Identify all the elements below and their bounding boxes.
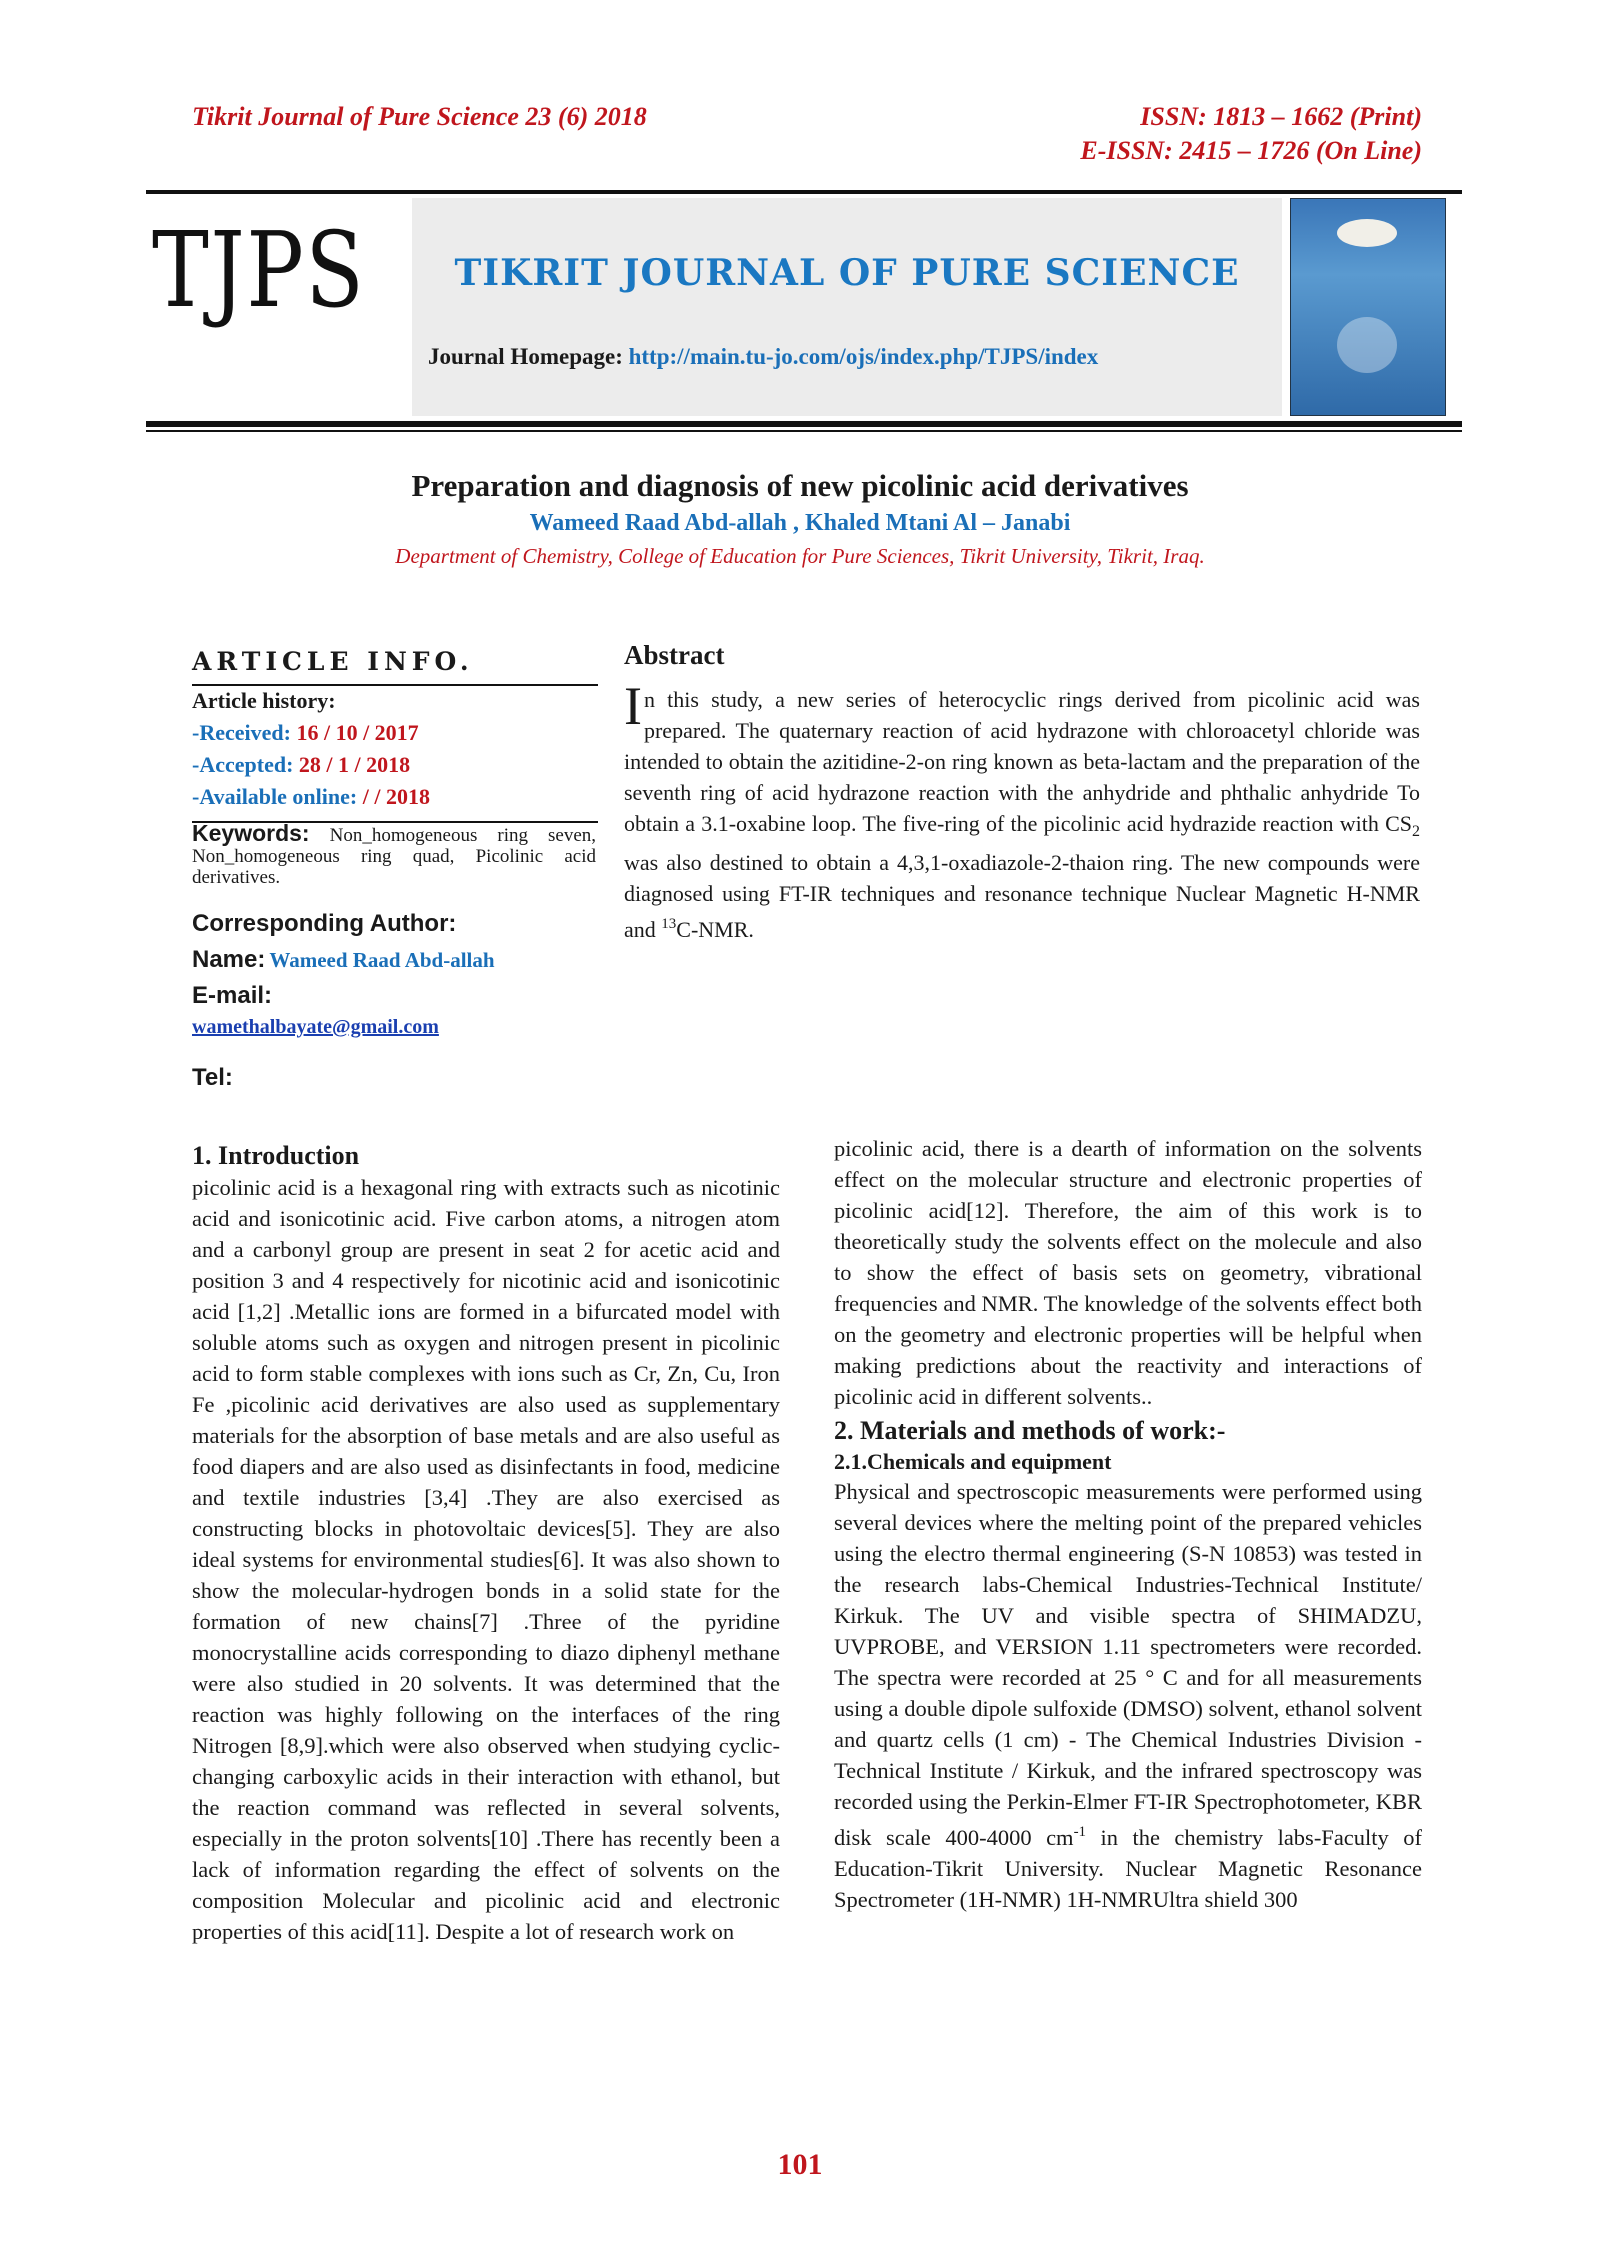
abstract-text [624, 676, 1420, 945]
intro-text-left: picolinic acid is a hexagonal ring with extracts such as nicotinic acid and isonicotinic acid. Five carbon atoms, a nitrogen atom and a carbonyl group are present in seat 2 for acetic acid and position 3 and 4 respectively for nicotinic acid and isonicotinic acid [1,2] .Metallic ions are formed in a bifurcated model with soluble atoms such as oxygen and nitrogen present in picolinic acid to form stable complexes with ions such as Cr, Zn, Cu, Iron Fe ,picolinic acid derivatives are also used as supplementary materials for the absorption of base metals and are also useful as food diapers and are also used as disinfectants in food, medicine and textile industries [3,4] .They are also exercised as constructing blocks in photovoltaic devices[5]. They are also ideal systems for environmental studies[6]. It was also shown to show the molecular-hydrogen bonds in a solid state for the formation of new chains[7] .Three of the pyridine monocrystalline acids corresponding to diazo diphenyl methane were also studied in 20 solvents. It was determined that the reaction was highly following on the interfaces of the ring Nitrogen [8,9].which were also observed when studying cyclic-changing carboxylic acids in their interaction with ethanol, but the reaction command was reflected in several solvents, especially in the proton solvents[10] .There has recently been a lack of information regarding the effect of solvents on the composition Molecular and picolinic acid and electronic properties of this acid[11]. Despite a lot of research work on [192, 1175, 780, 1944]
abstract-part-2: was also destined to obtain a 4,3,1-oxadiazole-2-thaion ring. The new compounds were diagnosed using FT-IR techniques and resonance technique Nuclear Magnetic H-NMR and [624, 850, 1420, 942]
journal-title: TIKRIT JOURNAL OF PURE SCIENCE [454, 252, 1240, 294]
journal-cover-thumbnail [1290, 198, 1446, 416]
chemicals-subheading: 2.1.Chemicals and equipment [834, 1449, 1112, 1474]
email-label: E-mail: [192, 982, 273, 1009]
keywords-value: Non_homogeneous ring seven, Non_homogeneous ring quad, Picolinic acid derivatives. [192, 825, 596, 888]
methods-heading: 2. Materials and methods of work:- [834, 1416, 1226, 1445]
corresponding-author-label: Corresponding Author: [192, 910, 457, 937]
homepage-link[interactable]: http://main.tu-jo.com/ojs/index.php/TJPS/index [628, 344, 1099, 369]
keywords [192, 820, 596, 888]
body-right-column [834, 1133, 1422, 1915]
accepted-label: -Accepted: [192, 752, 294, 777]
issn-print: ISSN: 1813 – 1662 (Print) [1140, 102, 1422, 131]
abstract-subscript: 2 [1412, 823, 1420, 840]
article-history-label: Article history: [192, 688, 336, 713]
available-online-date [192, 782, 430, 812]
intro-text-right: picolinic acid, there is a dearth of information on the solvents effect on the molecular structure and electronic properties of picolinic acid[12]. Therefore, the aim of this work is to theoretically study the solvents effect on the molecule and also to show the effect of basis sets on geometry, vibrational frequencies and NMR. The knowledge of the solvents effect both on the geometry and electronic properties will be helpful when making predictions about the reactivity and interactions of picolinic acid in different solvents.. [834, 1136, 1422, 1409]
paper-affiliation: Department of Chemistry, College of Education for Pure Sciences, Tikrit University, Tikrit, Iraq. [395, 544, 1205, 568]
journal-logo: TJPS [152, 209, 366, 331]
intro-heading: 1. Introduction [192, 1141, 360, 1170]
abstract-superscript: 13 [661, 916, 677, 932]
keywords-label: Keywords: [192, 820, 310, 846]
methods-part-2: in the chemistry labs-Faculty of Education-Tikrit University. Nuclear Magnetic Resonance Spectrometer (1H-NMR) 1H-NMRUltra shield 300 [834, 1825, 1422, 1912]
body-left-column [192, 1140, 780, 1947]
cover-seal-icon [1337, 317, 1397, 373]
banner-bottom-rule [146, 421, 1462, 427]
issn-online: E-ISSN: 2415 – 1726 (On Line) [1080, 136, 1422, 165]
name-label: Name: [192, 946, 266, 973]
running-header-issue: Tikrit Journal of Pure Science 23 (6) 2018 [192, 102, 647, 131]
banner-top-rule [146, 190, 1462, 194]
name-value: Wameed Raad Abd-allah [269, 948, 495, 972]
abstract-part-1: n this study, a new series of heterocyclic rings derived from picolinic acid was prepared. The quaternary reaction of acid hydrazone with chloroacetyl chloride was intended to obtain the azitidine-2-on ring known as beta-lactam and the preparation of the seventh ring of acid hydrazone reaction with the anhydride and phthalic anhydride To obtain a 3.1-oxabine loop. The five-ring of the picolinic acid hydrazide reaction with CS [624, 687, 1420, 836]
journal-homepage [428, 344, 1098, 370]
available-value: / / 2018 [362, 784, 430, 809]
running-header-issn [1080, 100, 1422, 168]
homepage-label: Journal Homepage: [428, 344, 623, 369]
author-name [192, 946, 495, 974]
methods-text [834, 1476, 1422, 1915]
cover-badge-icon [1337, 219, 1397, 247]
abstract-part-3: C-NMR. [676, 917, 754, 942]
banner-background [412, 198, 1282, 416]
received-label: -Received: [192, 720, 291, 745]
abstract-heading: Abstract [624, 640, 725, 670]
accepted-date [192, 750, 410, 780]
received-value: 16 / 10 / 2017 [296, 720, 419, 745]
paper-authors: Wameed Raad Abd-allah , Khaled Mtani Al – Janabi [529, 510, 1071, 536]
methods-part-1: Physical and spectroscopic measurements were performed using several devices where the melting point of the prepared vehicles using the electro thermal engineering (S-N 10853) was tested in the research labs-Chemical Industries-Technical Institute/ Kirkuk. The UV and visible spectra of SHIMADZU, UVPROBE, and VERSION 1.11 spectrometers were recorded. The spectra were recorded at 25 ° C and for all measurements using a double dipole sulfoxide (DMSO) solvent, ethanol solvent and quartz cells (1 cm) - The Chemical Industries Division - Technical Institute / Kirkuk, and the infrared spectroscopy was recorded using the Perkin-Elmer FT-IR Spectrophotometer, KBR disk scale 400-4000 cm [834, 1479, 1422, 1850]
email-link[interactable]: wamethalbayate@gmail.com [192, 1016, 439, 1038]
tel-label: Tel: [192, 1064, 233, 1091]
available-label: -Available online: [192, 784, 358, 809]
accepted-value: 28 / 1 / 2018 [298, 752, 411, 777]
received-date [192, 718, 419, 748]
abstract-dropcap: I [624, 676, 642, 736]
banner-bottom-rule-thin [146, 430, 1462, 432]
methods-superscript: -1 [1073, 1824, 1087, 1840]
paper-title: Preparation and diagnosis of new picolinic acid derivatives [411, 468, 1189, 503]
article-info-heading: ARTICLE INFO. [192, 647, 474, 676]
page-number: 101 [777, 2148, 823, 2181]
